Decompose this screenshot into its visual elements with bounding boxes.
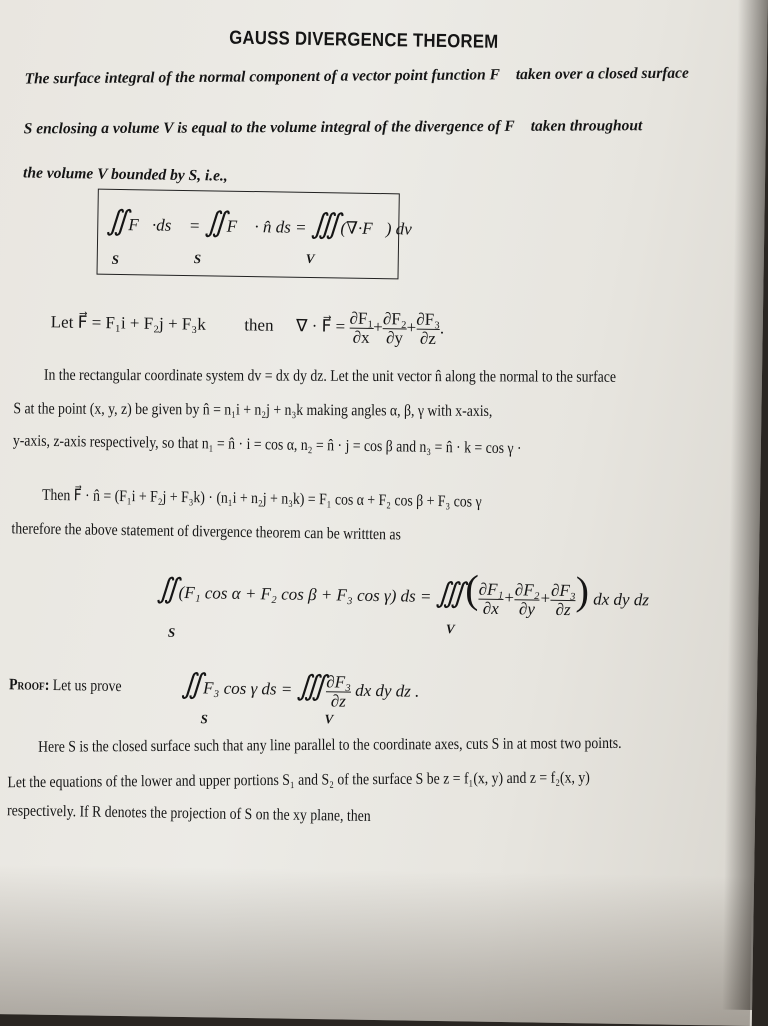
expanded-equation: ∬(F₁ cos α + F₂ cos β + F₃ cos γ) ds = ∭( $\frac{\text{∂F₁}}{\partial x}$ + $\frac{\text{∂F₂}}{\partial y}$ + $\frac{\text{∂F₃}}{\partial z}$ ) dx dy dz xyxy=(156,566,650,619)
text-line-1: In the rectangular coordinate system dv = dx dy dz. Let the unit vector n̂ along the normal to the surface xyxy=(43,366,617,386)
limit-v: V xyxy=(305,250,315,267)
proof-limit-s: S xyxy=(200,711,208,727)
proof-limit-v: V xyxy=(324,711,334,727)
intro-line-2: S enclosing a volume V is equal to the volume integral of the divergence of F⃗ taken throughout xyxy=(23,117,643,138)
text-line-4: therefore the above statement of divergence theorem can be writtten as xyxy=(11,520,402,544)
proof-heading: Proof: xyxy=(8,676,50,694)
intro-line-1: The surface integral of the normal component of a vector point function F⃗ taken over a closed surface xyxy=(24,64,689,88)
then-equation: Then F⃗ · n̂ = (F₁i + F₂j + F₃k) · (n₁i + n₂j + n₃k) = F₁ cos α + F₂ cos β + F₃ cos γ xyxy=(41,486,482,511)
intro-line-3: the volume V bounded by S, i.e., xyxy=(22,164,228,185)
text-line-2: S at the point (x, y, z) be given by n̂ = n₁i + n₂j + n₃k making angles α, β, γ with x-axis, xyxy=(13,400,493,420)
text-line-6: Let the equations of the lower and upper portions S₁ and S₂ of the surface S be z = f₁(x, y) and z = f₂(x, y) xyxy=(7,769,590,792)
text-line-5: Here S is the closed surface such that any line parallel to the coordinate axes, cuts S in at most two points. xyxy=(38,734,622,756)
proof-equation: ∬F₃ cos γ ds = ∭ $\frac{\text{∂F₃}}{\partial z}$ dx dy dz . xyxy=(180,668,420,711)
limit-s-1: S xyxy=(111,251,120,267)
page-title: GAUSS DIVERGENCE THEOREM xyxy=(229,27,499,53)
text-line-7: respectively. If R denotes the projection of S on the xy plane, then xyxy=(6,802,371,825)
theorem-box xyxy=(97,189,412,280)
page-shadow xyxy=(0,864,752,1026)
theorem-equation: ∬F⃗·ds⃗ = ∬F⃗ · n̂ ds = ∭(∇·F⃗) dv xyxy=(106,205,412,241)
text-line-3: y-axis, z-axis respectively, so that n₁ = n̂ · i = cos α, n₂ = n̂ · j = cos β and n₃ = n̂ · k = cos γ · xyxy=(12,432,522,458)
limit-s-2: S xyxy=(193,251,202,267)
let-equation: Let F⃗ = F₁i + F₂j + F₃k then ∇ · F⃗ = $\frac{\text{∂F₁}}{\partial x}$ + $\frac{\text{∂F₂}}{\partial y}$ + $\frac{\text{∂F₃}}{\partial z}$ . xyxy=(50,308,445,348)
page-edge-shadow xyxy=(722,0,768,1010)
exp-limit-s: S xyxy=(167,624,176,640)
exp-limit-v: V xyxy=(445,621,455,637)
proof-line: Proof: Let us prove xyxy=(8,676,122,696)
